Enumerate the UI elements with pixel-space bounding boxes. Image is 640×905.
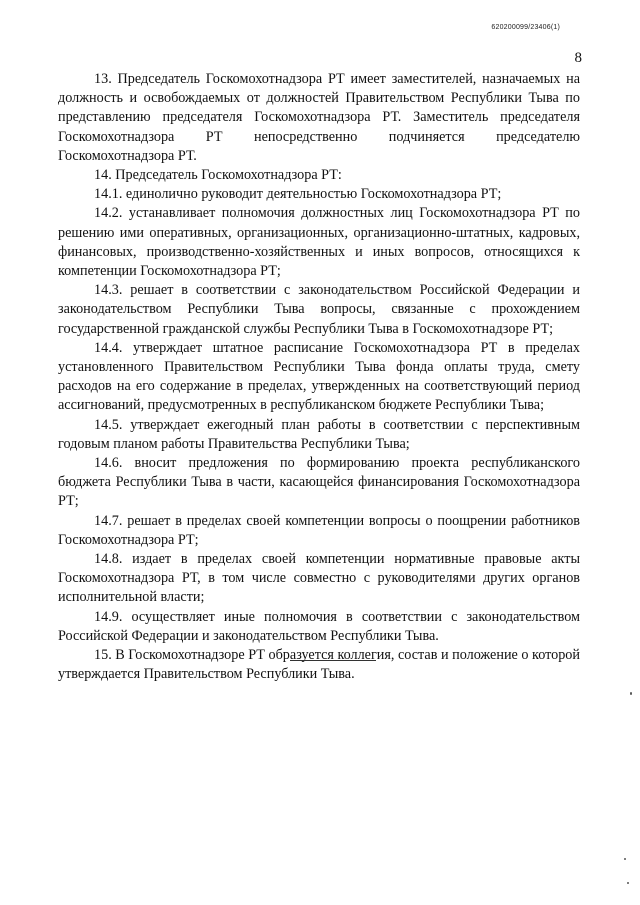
page-number: 8	[574, 50, 582, 66]
paragraph-14-1: 14.1. единолично руководит деятельностью Госкомохотнадзора РТ;	[94, 186, 502, 203]
paragraph-14-2: 14.2. устанавливает полномочия должностных лиц Госкомохотнадзора РТ по решению ими оперативных, организационных, организационно-штатных, кадровых, финансовых, производственно-хозяйственных и иных вопросов, относящихся к компетенции Госкомохотнадзора РТ;	[58, 205, 580, 280]
document-body	[58, 70, 580, 685]
paragraph-14-7: 14.7. решает в пределах своей компетенции вопросы о поощрении работников Госкомохотнадзора РТ;	[58, 512, 580, 548]
paragraph-13: 13. Председатель Госкомохотнадзора РТ имеет заместителей, назначаемых на должность и освобождаемых от должностей Правительством Республики Тыва по представлению председателя Госкомохотнадзора РТ. Заместитель председателя Госкомохотнадзора РТ непосредственно подчиняется председателю Госкомохотнадзора РТ.	[58, 71, 580, 164]
paragraph-14: 14. Председатель Госкомохотнадзора РТ:	[94, 167, 342, 184]
scan-speck	[630, 692, 632, 695]
paragraph-14-5: 14.5. утверждает ежегодный план работы в соответствии с перспективным годовым планом работы Правительства Республики Тыва;	[58, 416, 580, 452]
paragraph-14-6: 14.6. вносит предложения по формированию проекта республиканского бюджета Республики Тыва в части, касающейся финансирования Госкомохотнадзора РТ;	[58, 455, 580, 510]
scan-speck	[624, 858, 626, 860]
paragraph-14-8: 14.8. издает в пределах своей компетенции нормативные правовые акты Госкомохотнадзора РТ, в том числе совместно с руководителями других органов исполнительной власти;	[58, 551, 580, 606]
paragraph-14-9: 14.9. осуществляет иные полномочия в соответствии с законодательством Российской Федерации и законодательством Республики Тыва.	[58, 608, 580, 644]
scan-speck	[627, 882, 629, 884]
paragraph-14-3: 14.3. решает в соответствии с законодательством Российской Федерации и законодательством Республики Тыва вопросы, связанные с прохождением государственной гражданской службы Республики Тыва в Госкомохотнадзоре РТ;	[58, 282, 580, 337]
document-code: 620200099/23406(1)	[491, 24, 560, 31]
end-divider-line	[290, 660, 376, 661]
paragraph-15: 15. В Госкомохотнадзоре РТ образуется коллегия, состав и положение о которой утверждается Правительством Республики Тыва.	[58, 647, 580, 683]
paragraph-14-4: 14.4. утверждает штатное расписание Госкомохотнадзора РТ в пределах установленного Правительством Республики Тыва фонда оплаты труда, смету расходов на его содержание в пределах, утвержденных на соответствующий период ассигнований, предусмотренных в республиканском бюджете Республики Тыва;	[58, 339, 580, 414]
